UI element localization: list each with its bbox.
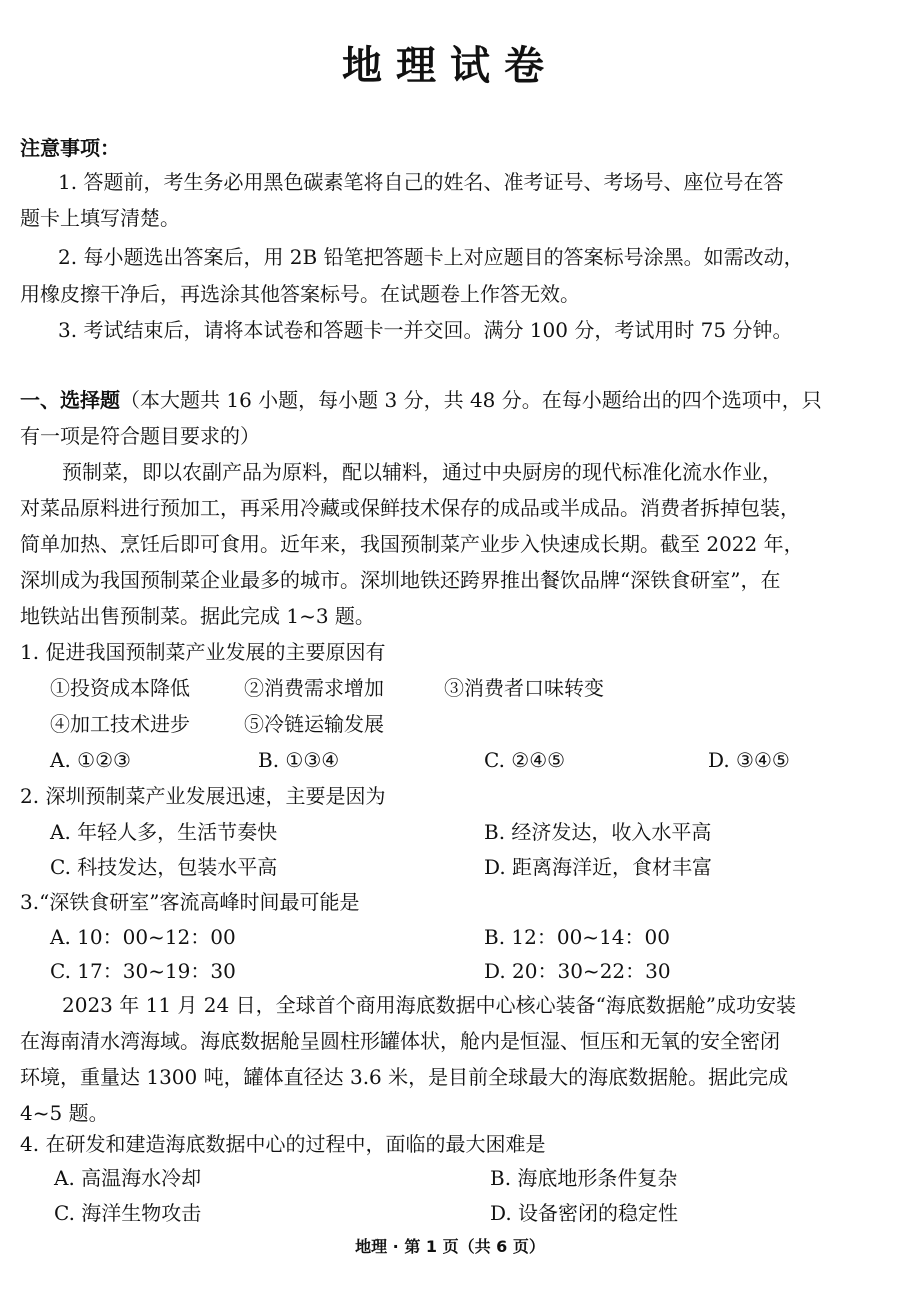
passage-line: 简单加热、烹饪后即可食用。近年来，我国预制菜产业步入快速成长期。截至 2022 年， <box>20 532 804 556</box>
option-c: C. 海洋生物攻击 <box>54 1201 202 1225</box>
option-c: C. ②④⑤ <box>484 748 566 772</box>
question-stem: 3.“深铁食研室”客流高峰时间最可能是 <box>20 890 360 914</box>
statement-item: ④加工技术进步 <box>50 712 190 736</box>
section-description: （本大题共 16 小题，每小题 3 分，共 48 分。在每小题给出的四个选项中，只 <box>120 388 822 412</box>
option-d: D. 20：30~22：30 <box>484 959 671 983</box>
passage-line: 2023 年 11 月 24 日，全球首个商用海底数据中心核心装备“海底数据舱”成功安装 <box>62 993 797 1017</box>
passage-line: 4~5 题。 <box>20 1101 109 1125</box>
section-heading: 一、选择题 <box>20 388 120 412</box>
question-stem: 1. 促进我国预制菜产业发展的主要原因有 <box>20 640 386 664</box>
notice-line: 3. 考试结束后，请将本试卷和答题卡一并交回。满分 100 分，考试用时 75 分钟。 <box>58 318 793 342</box>
notice-line: 2. 每小题选出答案后，用 2B 铅笔把答题卡上对应题目的答案标号涂黑。如需改动， <box>58 245 804 269</box>
option-b: B. 12：00~14：00 <box>484 925 670 949</box>
page-title: 地理试卷 <box>342 43 558 89</box>
option-a: A. 10：00~12：00 <box>50 925 236 949</box>
statement-item: ②消费需求增加 <box>244 676 384 700</box>
statement-item: ①投资成本降低 <box>50 676 190 700</box>
option-b: B. 经济发达，收入水平高 <box>484 820 712 844</box>
passage-line: 深圳成为我国预制菜企业最多的城市。深圳地铁还跨界推出餐饮品牌“深铁食研室”，在 <box>20 568 781 592</box>
option-c: C. 科技发达，包装水平高 <box>50 855 278 879</box>
option-d: D. 距离海洋近，食材丰富 <box>484 855 713 879</box>
option-b: B. 海底地形条件复杂 <box>490 1166 678 1190</box>
statement-item: ③消费者口味转变 <box>444 676 604 700</box>
option-b: B. ①③④ <box>258 748 340 772</box>
notice-line: 用橡皮擦干净后，再选涂其他答案标号。在试题卷上作答无效。 <box>20 282 580 306</box>
option-a: A. 年轻人多，生活节奏快 <box>50 820 278 844</box>
passage-line: 地铁站出售预制菜。据此完成 1~3 题。 <box>20 604 375 628</box>
notice-line: 1. 答题前，考生务必用黑色碳素笔将自己的姓名、准考证号、考场号、座位号在答 <box>58 170 784 194</box>
passage-line: 对菜品原料进行预加工，再采用冷藏或保鲜技术保存的成品或半成品。消费者拆掉包装， <box>20 496 800 520</box>
option-c: C. 17：30~19：30 <box>50 959 236 983</box>
notice-line: 题卡上填写清楚。 <box>20 206 180 230</box>
question-stem: 2. 深圳预制菜产业发展迅速，主要是因为 <box>20 784 386 808</box>
section-description-cont: 有一项是符合题目要求的） <box>20 424 260 448</box>
section-heading-line <box>20 386 822 414</box>
page-footer: 地理 · 第 1 页（共 6 页） <box>355 1237 545 1256</box>
option-d: D. ③④⑤ <box>708 748 790 772</box>
question-stem: 4. 在研发和建造海底数据中心的过程中，面临的最大困难是 <box>20 1132 546 1156</box>
statement-item: ⑤冷链运输发展 <box>244 712 384 736</box>
option-a: A. 高温海水冷却 <box>54 1166 202 1190</box>
passage-line: 预制菜，即以农副产品为原料，配以辅料，通过中央厨房的现代标准化流水作业， <box>62 460 782 484</box>
passage-line: 在海南清水湾海域。海底数据舱呈圆柱形罐体状，舱内是恒湿、恒压和无氧的安全密闭 <box>20 1029 780 1053</box>
option-a: A. ①②③ <box>50 748 131 772</box>
option-d: D. 设备密闭的稳定性 <box>490 1201 679 1225</box>
passage-line: 环境，重量达 1300 吨，罐体直径达 3.6 米，是目前全球最大的海底数据舱。据此完成 <box>20 1065 789 1089</box>
notice-heading: 注意事项： <box>20 136 120 160</box>
